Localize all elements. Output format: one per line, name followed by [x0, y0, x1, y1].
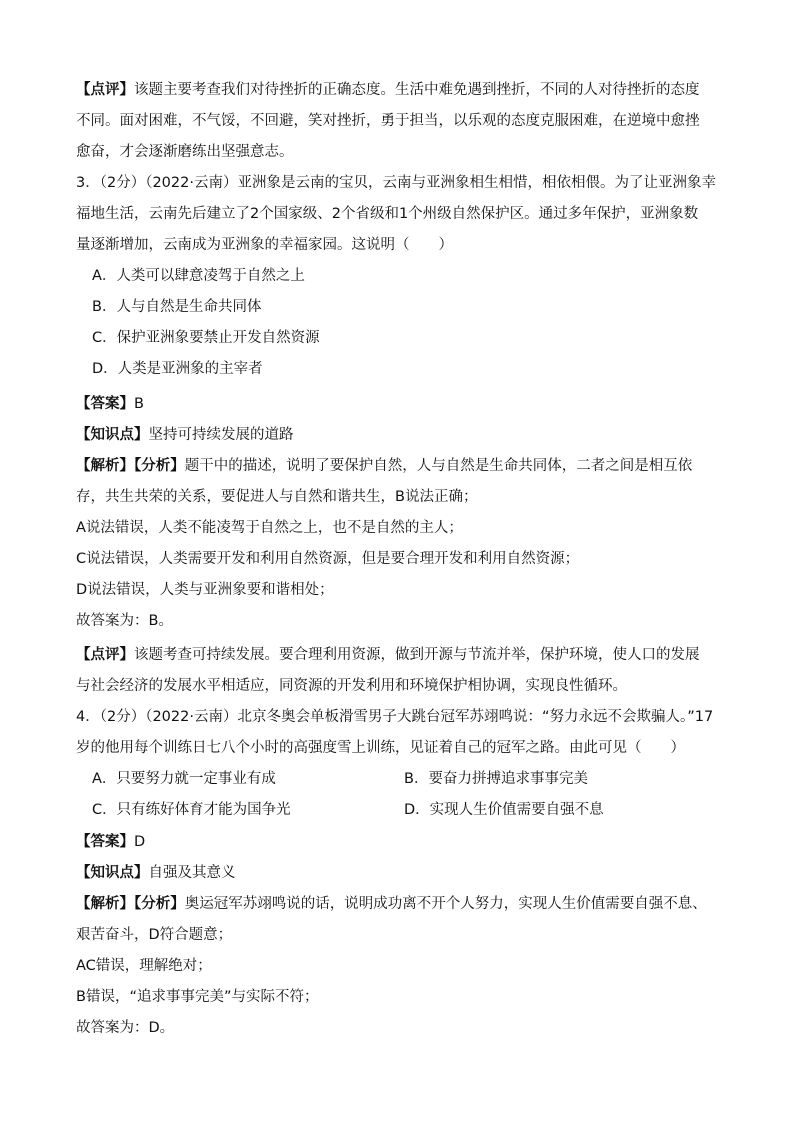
question-4-stem: 岁的他用每个训练日七八个小时的高强度雪上训练，见证着自己的冠军之路。由此可见（ ） [76, 740, 685, 756]
knowledge-point-text: 坚持可持续发展的道路 [148, 427, 294, 443]
comment-line: 与社会经济的发展水平相适应，同资源的开发利用和环境保护相协调，实现良性循环。 [76, 678, 627, 694]
analysis-line: 存，共生共荣的关系，要促进人与自然和谐共生，B说法正确； [76, 489, 478, 505]
option-c: C．保护亚洲象要禁止开发自然资源 [92, 330, 320, 346]
analysis-line: 艰苦奋斗，D符合题意； [76, 927, 233, 943]
question-3-stem: 福地生活，云南先后建立了2个国家级、2个省级和1个州级自然保护区。通过多年保护，亚洲象数 [76, 206, 699, 222]
question-4-stem: 4．（2分）（2022·云南）北京冬奥会单板滑雪男子大跳台冠军苏翊鸣说：“努力永远不会欺骗人。”17 [76, 709, 714, 725]
question-3-stem: 量逐渐增加，云南成为亚洲象的幸福家园。这说明（ ） [76, 237, 453, 253]
answer-tag: 【答案】 [76, 396, 134, 412]
knowledge-point-line [76, 863, 236, 883]
knowledge-point-line [76, 425, 294, 445]
analysis-tag: 【解析】【分析】 [76, 896, 185, 912]
option-b: B．要奋力拼搏追求事事完美 [404, 771, 588, 787]
final-answer-line: 故答案为：B。 [76, 613, 173, 629]
analysis-line [76, 894, 707, 914]
question-3-stem: 3．（2分）（2022·云南）亚洲象是云南的宝贝，云南与亚洲象相生相惜，相依相偎。为了让亚洲象幸 [76, 175, 716, 191]
analysis-line: D说法错误，人类与亚洲象要和谐相处； [76, 582, 334, 598]
analysis-line: AC错误，理解绝对； [76, 958, 212, 974]
answer-value: B [134, 396, 144, 412]
option-d: D．人类是亚洲象的主宰者 [92, 361, 263, 377]
analysis-text: 题干中的描述，说明了要保护自然，人与自然是生命共同体，二者之间是相互依 [184, 458, 693, 474]
answer-line [76, 394, 144, 414]
comment-line: 不同。面对困难，不气馁，不回避，笑对挫折，勇于担当，以乐观的态度克服困难，在逆境中愈挫 [76, 113, 700, 129]
option-a: A．人类可以肆意凌驾于自然之上 [92, 268, 305, 284]
answer-line [76, 832, 145, 852]
knowledge-point-tag: 【知识点】 [76, 427, 149, 443]
analysis-line: A说法错误，人类不能凌驾于自然之上，也不是自然的主人； [76, 520, 463, 536]
analysis-line: C说法错误，人类需要开发和利用自然资源，但是要合理开发和利用自然资源； [76, 551, 580, 567]
option-d: D．实现人生价值需要自强不息 [404, 802, 604, 818]
comment-line: 愈奋，才会逐渐磨练出坚强意志。 [76, 144, 294, 160]
comment-line [76, 645, 700, 665]
analysis-text: 奥运冠军苏翊鸣说的话，说明成功离不开个人努力，实现人生价值需要自强不息、 [184, 896, 707, 912]
analysis-tag: 【解析】【分析】 [76, 458, 185, 474]
knowledge-point-text: 自强及其意义 [148, 865, 236, 881]
option-a: A．只要努力就一定事业有成 [92, 771, 276, 787]
comment-text: 该题考查可持续发展。要合理利用资源，做到开源与节流并举，保护环境，使人口的发展 [134, 647, 700, 663]
final-answer-line: 故答案为：D。 [76, 1020, 175, 1036]
option-b: B．人与自然是生命共同体 [92, 299, 262, 315]
analysis-line: B错误，“追求事事完美”与实际不符； [76, 989, 319, 1005]
comment-text: 该题主要考查我们对待挫折的正确态度。生活中难免遇到挫折，不同的人对待挫折的态度 [134, 82, 700, 98]
analysis-line [76, 456, 692, 476]
answer-value: D [134, 834, 146, 850]
option-c: C．只有练好体育才能为国争光 [92, 802, 291, 818]
knowledge-point-tag: 【知识点】 [76, 865, 149, 881]
comment-line [76, 80, 700, 100]
comment-tag: 【点评】 [76, 82, 134, 98]
answer-tag: 【答案】 [76, 834, 134, 850]
comment-tag: 【点评】 [76, 647, 134, 663]
